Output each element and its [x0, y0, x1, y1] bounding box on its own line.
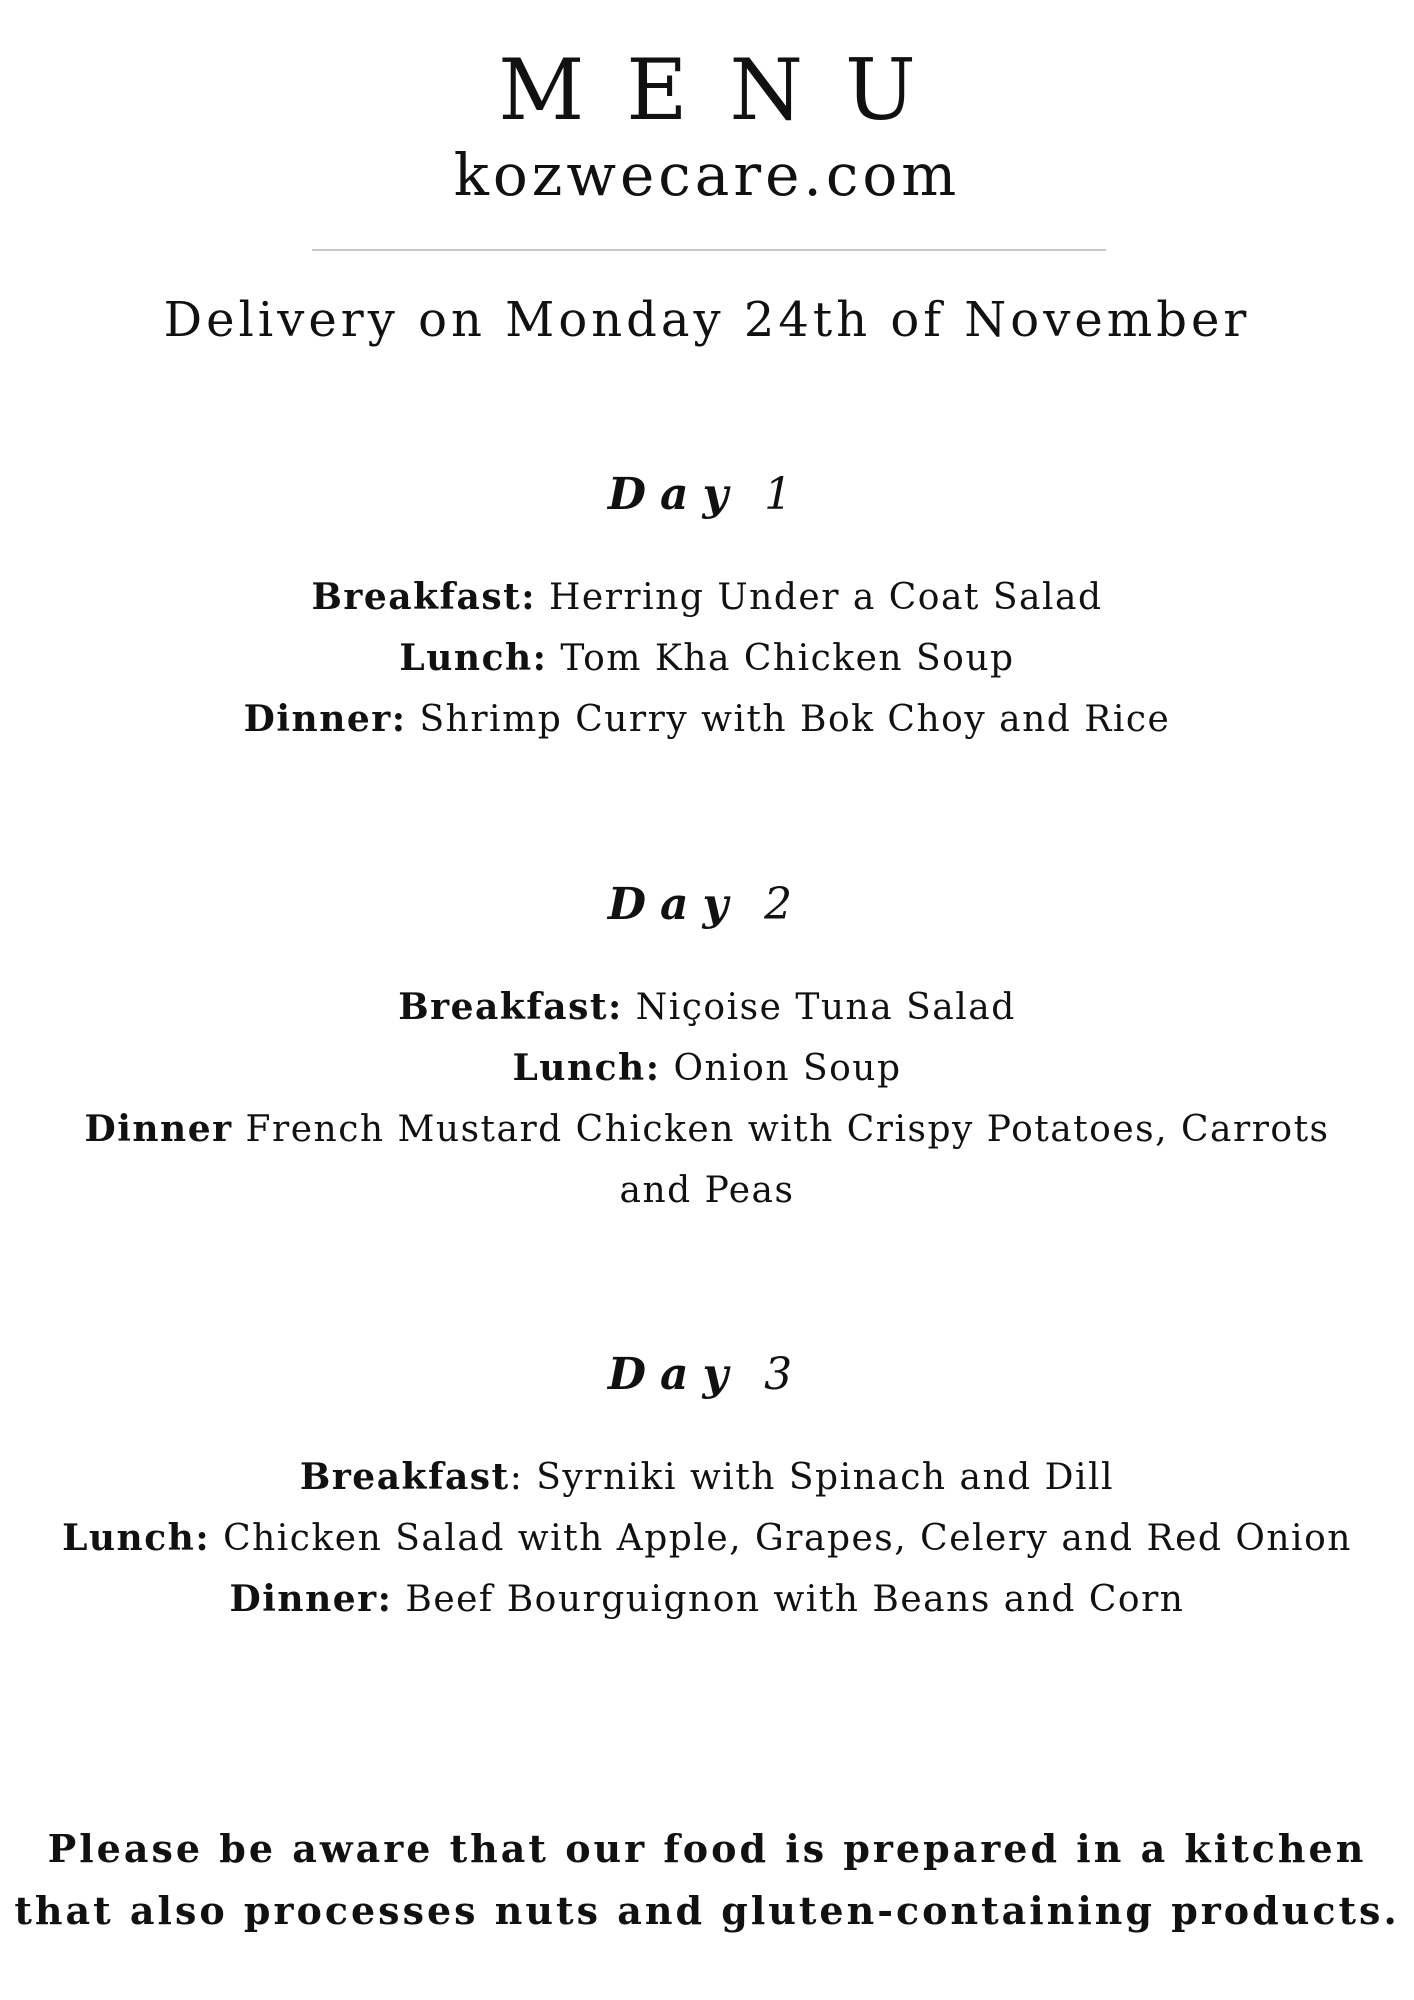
- meal-label: Lunch:: [399, 637, 548, 679]
- meal-label: Dinner: [84, 1108, 233, 1150]
- day-section-2: [0, 873, 1414, 1221]
- meal-lunch: [42, 628, 1372, 689]
- meal-breakfast: [42, 1447, 1372, 1508]
- meal-breakfast: [42, 567, 1372, 628]
- meal-label: Breakfast: [299, 1456, 510, 1498]
- day-title: [0, 873, 1414, 937]
- meal-dish: Chicken Salad with Apple, Grapes, Celery and Red Onion: [223, 1518, 1352, 1559]
- meal-dish: Beef Bourguignon with Beans and Corn: [405, 1579, 1185, 1620]
- meal-dinner: [42, 1569, 1372, 1630]
- meal-dish: French Mustard Chicken with Crispy Potatoes, Carrots and Peas: [245, 1109, 1330, 1211]
- meal-label: Lunch:: [62, 1517, 211, 1559]
- day-title: [0, 1343, 1414, 1407]
- day-title: [0, 463, 1414, 527]
- website-link: kozwecare.com: [453, 141, 961, 209]
- day-label: Day: [607, 1349, 743, 1400]
- day-number: 3: [764, 1349, 807, 1400]
- meal-dinner: [42, 689, 1372, 750]
- meal-lunch: [42, 1508, 1372, 1569]
- delivery-date: Delivery on Monday 24th of November: [163, 292, 1251, 348]
- meal-dish: Tom Kha Chicken Soup: [560, 638, 1015, 679]
- meal-label: Breakfast:: [398, 986, 623, 1028]
- meal-dish: Onion Soup: [673, 1048, 902, 1089]
- menu-title: MENU: [498, 41, 958, 139]
- meal-dinner: [42, 1099, 1372, 1221]
- meal-label: Dinner:: [243, 698, 407, 740]
- meal-label: Dinner:: [229, 1578, 393, 1620]
- meal-lunch: [42, 1038, 1372, 1099]
- allergen-notice-text: Please be aware that our food is prepared in a kitchen that also processes nuts and gluten-containing products.: [14, 1826, 1400, 1933]
- day-number: 1: [764, 469, 807, 520]
- day-label: Day: [607, 879, 743, 930]
- meal-label: Breakfast:: [311, 576, 537, 618]
- meal-breakfast: [42, 977, 1372, 1038]
- day-label: Day: [607, 469, 743, 520]
- meal-dish: : Syrniki with Spinach and Dill: [509, 1457, 1115, 1498]
- day-section-3: [0, 1343, 1414, 1630]
- meal-label: Lunch:: [512, 1047, 661, 1089]
- meal-dish: Herring Under a Coat Salad: [549, 577, 1103, 618]
- day-number: 2: [764, 879, 807, 930]
- meal-dish: Shrimp Curry with Bok Choy and Rice: [419, 699, 1171, 740]
- day-section-1: [0, 463, 1414, 750]
- header-divider: [312, 249, 1106, 251]
- meal-dish: Niçoise Tuna Salad: [635, 987, 1016, 1028]
- allergen-notice: [0, 1818, 1414, 1942]
